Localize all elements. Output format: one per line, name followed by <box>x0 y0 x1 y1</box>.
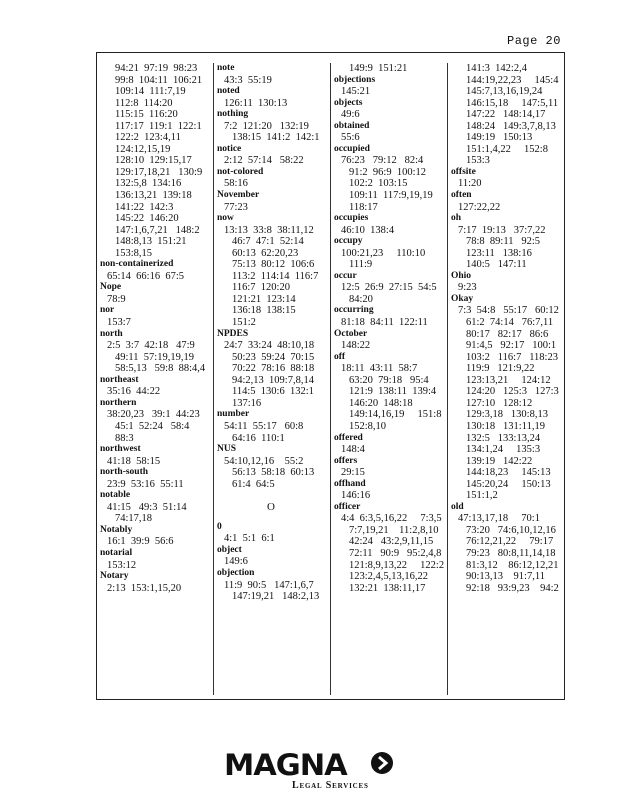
page-line-refs: 102:2 103:15 <box>349 178 408 190</box>
page-line-refs: 50:23 59:24 70:15 <box>232 351 315 363</box>
magna-logo <box>224 748 394 794</box>
page-line-refs: 12:5 26:9 27:15 54:5 <box>341 282 437 294</box>
page-line-refs: 54:10,12,16 55:2 <box>224 455 304 467</box>
index-term: November <box>217 190 260 201</box>
page-line-refs: 58:5,13 59:8 88:4,4 <box>115 363 206 375</box>
page-line-refs: 109:14 111:7,19 <box>115 86 186 98</box>
page-line-refs: 145:20,24 150:13 <box>466 478 551 490</box>
page-line-refs: 153:12 <box>107 559 137 571</box>
page-line-refs: 81:3,12 86:12,12,21 <box>466 559 559 571</box>
page-line-refs: 144:19,22,23 145:4 <box>466 74 559 86</box>
index-column-1 <box>100 63 210 594</box>
page-line-refs: 136:18 138:15 <box>232 305 296 317</box>
index-term: old <box>451 501 464 512</box>
page-line-refs: 148:22 <box>341 340 371 352</box>
page-line-refs: 129:3,18 130:8,13 <box>466 409 548 421</box>
page-line-refs: 151:1,2 <box>466 490 498 502</box>
page-line-refs: 2:5 3:7 42:18 47:9 <box>107 340 195 352</box>
page-line-refs: 139:19 142:22 <box>466 455 533 467</box>
index-term: notice <box>217 143 242 154</box>
page-line-refs: 117:17 119:1 122:1 <box>115 120 202 132</box>
page-line-refs: 112:8 114:20 <box>115 97 173 109</box>
page-line-refs: 113:2 114:14 116:7 <box>232 270 319 282</box>
page-line-refs: 137:16 <box>232 397 262 409</box>
page-line-refs: 116:7 120:20 <box>232 282 290 294</box>
index-term: objection <box>217 567 255 578</box>
page-line-refs: 109:11 117:9,19,19 <box>349 190 433 202</box>
page-line-refs: 132:5,8 134:16 <box>115 178 182 190</box>
page-line-refs: 134:1,24 135:3 <box>466 444 541 456</box>
index-term: occupies <box>334 213 369 224</box>
page-line-refs: 88:3 <box>115 432 134 444</box>
page-line-refs: 49:6 <box>341 109 360 121</box>
index-term: object <box>217 544 242 555</box>
page-line-refs: 61:4 64:5 <box>232 478 275 490</box>
page-line-refs: 123:11 138:16 <box>466 247 532 259</box>
section-letter: O <box>267 501 275 514</box>
page-line-refs: 136:13,21 139:18 <box>115 190 192 202</box>
page-line-refs: 73:20 74:6,10,12,16 <box>466 524 556 536</box>
index-term: offers <box>334 455 358 466</box>
page-line-refs: 141:22 142:3 <box>115 201 174 213</box>
page-line-refs: 80:17 82:17 86:6 <box>466 328 549 340</box>
page-line-refs: 38:20,23 39:1 44:23 <box>107 409 200 421</box>
index-term: offered <box>334 432 363 443</box>
page-line-refs: 94:2,13 109:7,8,14 <box>232 374 314 386</box>
page-line-refs: 45:1 52:24 58:4 <box>115 420 190 432</box>
page-line-refs: 149:14,16,19 151:8 <box>349 409 442 421</box>
page-line-refs: 16:1 39:9 56:6 <box>107 536 174 548</box>
page-line-refs: 146:15,18 147:5,11 <box>466 97 559 109</box>
index-term: NUS <box>217 444 237 455</box>
page-line-refs: 141:3 142:2,4 <box>466 63 527 74</box>
page-line-refs: 132:21 138:11,17 <box>349 582 426 594</box>
page-line-refs: 148:4 <box>341 444 365 456</box>
page-line-refs: 103:2 116:7 118:23 <box>466 351 558 363</box>
page-line-refs: 58:16 <box>224 178 248 190</box>
page-line-refs: 115:15 116:20 <box>115 109 178 121</box>
index-term: 0 <box>217 521 222 532</box>
page-line-refs: 153:8,15 <box>115 247 153 259</box>
page-line-refs: 11:20 <box>458 178 482 190</box>
logo-subtitle: Legal Services <box>292 780 369 791</box>
index-term: Notably <box>100 524 133 535</box>
page-line-refs: 147:22 148:14,17 <box>466 109 546 121</box>
page-line-refs: 121:8,9,13,22 122:2 <box>349 559 445 571</box>
index-term: north-south <box>100 467 149 478</box>
index-term: notarial <box>100 547 133 558</box>
index-term: now <box>217 213 234 224</box>
page-line-refs: 153:7 <box>107 317 131 329</box>
index-term: Notary <box>100 571 129 582</box>
page-line-refs: 74:17,18 <box>115 513 153 525</box>
page-line-refs: 7:2 121:20 132:19 <box>224 120 309 132</box>
page-line-refs: 146:16 <box>341 490 371 502</box>
index-term: nor <box>100 305 115 316</box>
page-line-refs: 84:20 <box>349 293 373 305</box>
page-line-refs: 124:12,15,19 <box>115 143 171 155</box>
page-line-refs: 76:23 79:12 82:4 <box>341 155 424 167</box>
page-line-refs: 49:11 57:19,19,19 <box>115 351 194 363</box>
page-line-refs: 149:19 150:13 <box>466 132 533 144</box>
index-term: non-containerized <box>100 259 174 270</box>
index-term: northern <box>100 397 137 408</box>
page-line-refs: 70:22 78:16 88:18 <box>232 363 315 375</box>
index-column-4 <box>451 63 563 594</box>
page-line-refs: 7:17 19:13 37:7,22 <box>458 224 546 236</box>
page-line-refs: 9:23 <box>458 282 477 294</box>
page-line-refs: 99:8 104:11 106:21 <box>115 74 203 86</box>
page-line-refs: 54:11 55:17 60:8 <box>224 420 304 432</box>
index-term: not-colored <box>217 166 264 177</box>
index-page-frame <box>96 52 565 700</box>
index-term: Okay <box>451 293 474 304</box>
logo-arrow-icon <box>371 752 393 774</box>
index-term: nothing <box>217 109 249 120</box>
page-line-refs: 140:5 147:11 <box>466 259 527 271</box>
page-line-refs: 4:4 6:3,5,16,22 7:3,5 <box>341 513 442 525</box>
page-line-refs: 151:1,4,22 152:8 <box>466 143 548 155</box>
page-line-refs: 145:7,13,16,19,24 <box>466 86 543 98</box>
page-line-refs: 91:2 96:9 100:12 <box>349 166 427 178</box>
page-line-refs: 119:9 121:9,22 <box>466 363 535 375</box>
index-term: offsite <box>451 166 476 177</box>
page-line-refs: 129:17,18,21 130:9 <box>115 166 203 178</box>
page-line-refs: 124:20 125:3 127:3 <box>466 386 559 398</box>
index-term: often <box>451 190 472 201</box>
column-divider <box>447 63 448 695</box>
page-line-refs: 11:9 90:5 147:1,6,7 <box>224 579 314 591</box>
index-term: occur <box>334 270 357 281</box>
index-term: occupy <box>334 236 363 247</box>
page-line-refs: 127:10 128:12 <box>466 397 533 409</box>
page-line-refs: 130:18 131:11,19 <box>466 420 545 432</box>
column-divider <box>330 63 331 695</box>
page-line-refs: 2:12 57:14 58:22 <box>224 155 304 167</box>
page-line-refs: 77:23 <box>224 201 248 213</box>
page-line-refs: 63:20 79:18 95:4 <box>349 374 429 386</box>
page-line-refs: 147:19,21 148:2,13 <box>232 591 320 603</box>
page-line-refs: 100:21,23 110:10 <box>341 247 426 259</box>
page-line-refs: 46:7 47:1 52:14 <box>232 236 304 248</box>
index-term: number <box>217 409 250 420</box>
page-line-refs: 41:15 49:3 51:14 <box>107 501 187 513</box>
page-line-refs: 92:18 93:9,23 94:2 <box>466 582 559 594</box>
page-number: Page 20 <box>507 34 561 48</box>
page-line-refs: 75:13 80:12 106:6 <box>232 259 315 271</box>
page-line-refs: 47:13,17,18 70:1 <box>458 513 540 525</box>
page-line-refs: 24:7 33:24 48:10,18 <box>224 340 315 352</box>
page-line-refs: 111:9 <box>349 259 373 271</box>
page-line-refs: 123:2,4,5,13,16,22 <box>349 571 429 583</box>
page-line-refs: 78:9 <box>107 293 126 305</box>
page-line-refs: 41:18 58:15 <box>107 455 161 467</box>
page-line-refs: 4:1 5:1 6:1 <box>224 533 275 545</box>
page-line-refs: 145:22 146:20 <box>115 213 179 225</box>
page-line-refs: 118:17 <box>349 201 378 213</box>
index-term: October <box>334 328 368 339</box>
page-line-refs: 94:21 97:19 98:23 <box>115 63 198 74</box>
page-line-refs: 149:9 151:21 <box>349 63 408 74</box>
page-line-refs: 148:8,13 151:21 <box>115 236 187 248</box>
page-line-refs: 81:18 84:11 122:11 <box>341 317 428 329</box>
index-term: occurring <box>334 305 374 316</box>
page-line-refs: 42:24 43:2,9,11,15 <box>349 536 434 548</box>
page-line-refs: 60:13 62:20,23 <box>232 247 299 259</box>
index-term: notable <box>100 490 131 501</box>
index-term: noted <box>217 86 240 97</box>
index-term: north <box>100 328 123 339</box>
page-line-refs: 145:21 <box>341 86 371 98</box>
index-term: off <box>334 351 346 362</box>
page-line-refs: 147:1,6,7,21 148:2 <box>115 224 200 236</box>
page-line-refs: 55:6 <box>341 132 360 144</box>
page-line-refs: 72:11 90:9 95:2,4,8 <box>349 547 442 559</box>
page-line-refs: 46:10 138:4 <box>341 224 395 236</box>
column-divider <box>213 63 214 695</box>
page-line-refs: 153:3 <box>466 155 490 167</box>
index-term: objections <box>334 74 376 85</box>
page-line-refs: 114:5 130:6 132:1 <box>232 386 314 398</box>
index-term: officer <box>334 501 361 512</box>
page-line-refs: 64:16 110:1 <box>232 432 285 444</box>
index-term: oh <box>451 213 462 224</box>
page-line-refs: 121:21 123:14 <box>232 293 296 305</box>
page-line-refs: 13:13 33:8 38:11,12 <box>224 224 314 236</box>
page-line-refs: 76:12,21,22 79:17 <box>466 536 554 548</box>
page-line-refs: 126:11 130:13 <box>224 97 288 109</box>
page-line-refs: 90:13,13 91:7,11 <box>466 571 545 583</box>
page-line-refs: 138:15 141:2 142:1 <box>232 132 320 144</box>
page-line-refs: 2:13 153:1,15,20 <box>107 582 182 594</box>
page-line-refs: 121:9 138:11 139:4 <box>349 386 437 398</box>
page-line-refs: 91:4,5 92:17 100:1 <box>466 340 557 352</box>
index-term: northwest <box>100 444 141 455</box>
page-line-refs: 7:3 54:8 55:17 60:12 <box>458 305 559 317</box>
index-term: note <box>217 63 235 73</box>
logo-wordmark: MAGNA <box>224 748 347 782</box>
page-line-refs: 151:2 <box>232 317 256 329</box>
page-line-refs: 132:5 133:13,24 <box>466 432 541 444</box>
page-line-refs: 43:3 55:19 <box>224 74 272 86</box>
page-line-refs: 18:11 43:11 58:7 <box>341 363 418 375</box>
page-line-refs: 56:13 58:18 60:13 <box>232 467 315 479</box>
page-line-refs: 78:8 89:11 92:5 <box>466 236 540 248</box>
index-term: occupied <box>334 143 370 154</box>
index-column-2 <box>217 63 325 603</box>
index-term: objects <box>334 97 363 108</box>
page-line-refs: 148:24 149:3,7,8,13 <box>466 120 556 132</box>
page-line-refs: 127:22,22 <box>458 201 501 213</box>
page-line-refs: 23:9 53:16 55:11 <box>107 478 184 490</box>
index-term: northeast <box>100 374 139 385</box>
index-term: Ohio <box>451 270 472 281</box>
page-line-refs: 29:15 <box>341 467 365 479</box>
page-line-refs: 146:20 148:18 <box>349 397 413 409</box>
page-line-refs: 123:13,21 124:12 <box>466 374 551 386</box>
page-line-refs: 79:23 80:8,11,14,18 <box>466 547 556 559</box>
page-line-refs: 144:18,23 145:13 <box>466 467 551 479</box>
page-line-refs: 7:7,19,21 11:2,8,10 <box>349 524 439 536</box>
page-line-refs: 122:2 123:4,11 <box>115 132 181 144</box>
index-term: Nope <box>100 282 122 293</box>
page-line-refs: 65:14 66:16 67:5 <box>107 270 185 282</box>
page-line-refs: 149:6 <box>224 556 248 568</box>
page-line-refs: 128:10 129:15,17 <box>115 155 192 167</box>
index-column-3 <box>334 63 445 594</box>
index-term: obtained <box>334 120 370 131</box>
index-term: offhand <box>334 478 366 489</box>
page-line-refs: 35:16 44:22 <box>107 386 161 398</box>
page-line-refs: 152:8,10 <box>349 420 387 432</box>
page-line-refs: 61:2 74:14 76:7,11 <box>466 317 554 329</box>
index-term: NPDES <box>217 328 249 339</box>
